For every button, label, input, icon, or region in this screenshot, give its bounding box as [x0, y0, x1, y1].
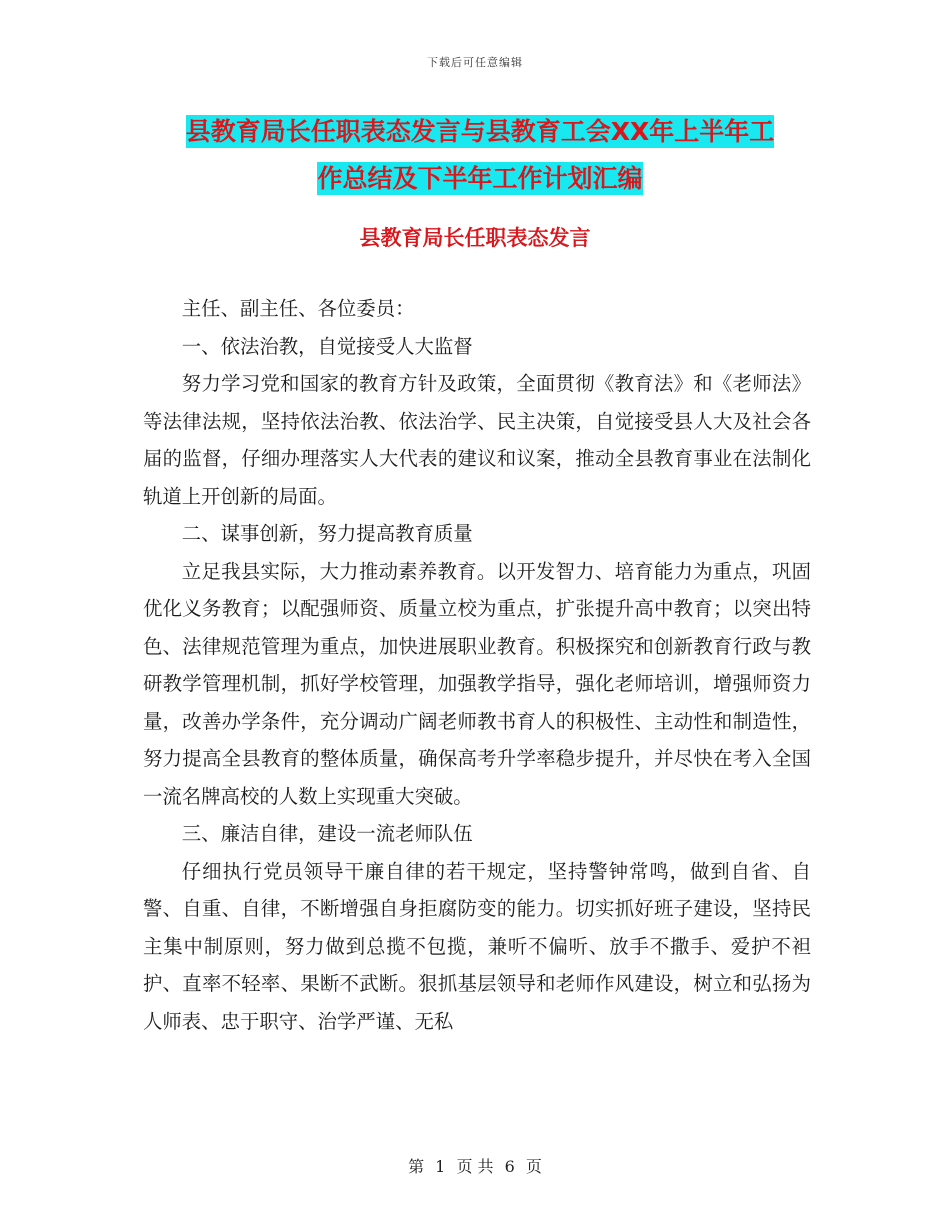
- document-title: [140, 108, 820, 202]
- footer-prefix: 第: [408, 1157, 425, 1176]
- body-text: [143, 290, 811, 1040]
- footer-suffix: 页: [525, 1157, 542, 1176]
- salutation: 主任、副主任、各位委员：: [181, 297, 415, 320]
- heading-2: 二、谋事创新，努力提高教育质量: [181, 522, 473, 545]
- page-number: 1: [435, 1157, 446, 1176]
- heading-1: 一、依法治教，自觉接受人大监督: [181, 334, 473, 358]
- paragraph-3: 仔细执行党员领导干廉自律的若干规定，坚持警钟常鸣，做到自省、自警、自重、自律，不断增强自身拒腐防变的能力。切实抓好班子建设，坚持民主集中制原则，努力做到总揽不包揽，兼听不偏听、放手不撒手、爱护不袒护、直率不轻率、果断不武断。狠抓基层领导和老师作风建设，树立和弘扬为人师表、忠于职守、治学严谨、无私: [143, 859, 811, 1033]
- document-title-line-1: 县教育局长任职表态发言与县教育工会XX年上半年工: [185, 117, 775, 146]
- total-pages: 6: [504, 1157, 515, 1176]
- document-title-line-2: 作总结及下半年工作计划汇编: [317, 164, 643, 193]
- footer-mid: 页 共: [456, 1157, 494, 1176]
- paragraph-1: 努力学习党和国家的教育方针及政策，全面贯彻《教育法》和《老师法》等法律法规，坚持依法治教、依法治学、民主决策，自觉接受县人大及社会各届的监督，仔细办理落实人大代表的建议和议案，推动全县教育事业在法制化轨道上开创新的局面。: [143, 372, 811, 508]
- section-title: 县教育局长任职表态发言: [359, 226, 591, 250]
- paragraph-2: 立足我县实际，大力推动素养教育。以开发智力、培育能力为重点，巩固优化义务教育；以配强师资、质量立校为重点，扩张提升高中教育；以突出特色、法律规范管理为重点，加快进展职业教育。积极探究和创新教育行政与教研教学管理机制，抓好学校管理，加强教学指导，强化老师培训，增强师资力量，改善办学条件，充分调动广阔老师教书育人的积极性、主动性和制造性，努力提高全县教育的整体质量，确保高考升学率稳步提升，并尽快在考入全国一流名牌高校的人数上实现重大突破。: [143, 559, 811, 808]
- page-footer: [0, 1154, 950, 1177]
- heading-3: 三、廉洁自律，建设一流老师队伍: [181, 822, 473, 845]
- header-note: 下载后可任意编辑: [427, 56, 523, 69]
